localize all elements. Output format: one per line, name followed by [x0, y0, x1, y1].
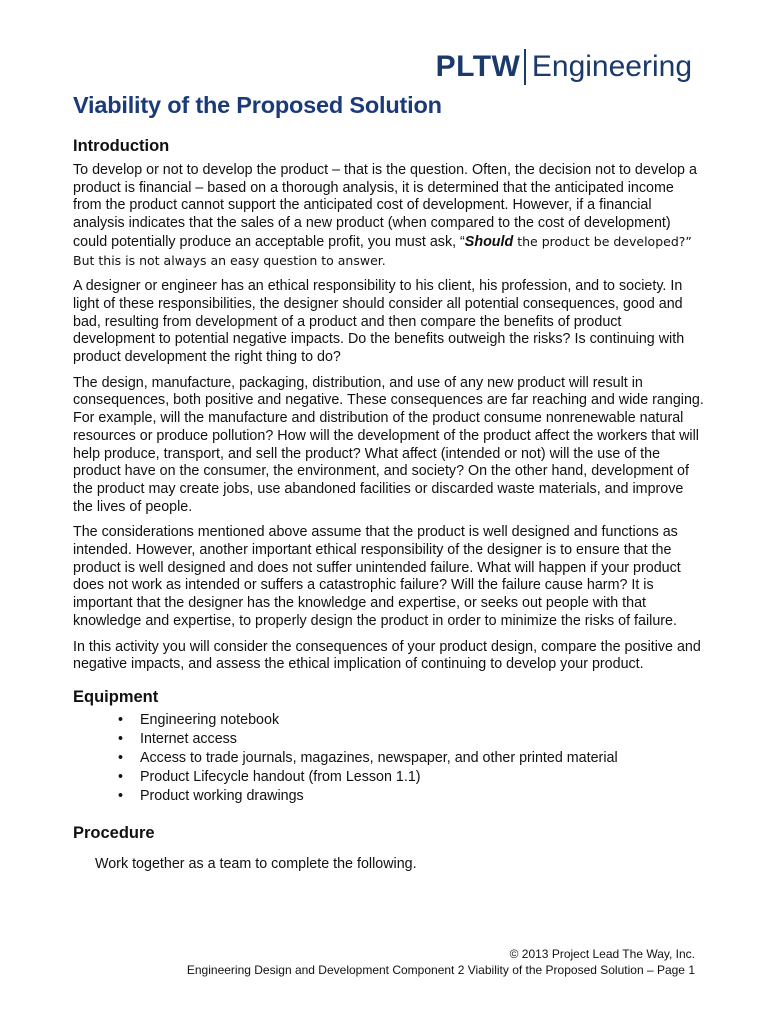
introduction-section: [73, 137, 705, 674]
intro-paragraph-5: In this activity you will consider the consequences of your product design, compare the positive and negative impacts, and assess the ethical implication of continuing to develop your product.: [73, 638, 701, 673]
procedure-text: Work together as a team to complete the following.: [95, 855, 417, 872]
equipment-item-text: Internet access: [140, 730, 237, 747]
intro-p1-emphasis: Should: [464, 233, 514, 250]
equipment-heading: Equipment: [73, 687, 159, 706]
bullet-icon: •: [118, 768, 124, 785]
bullet-icon: •: [118, 749, 124, 766]
intro-p1-text-before: To develop or not to develop the product – that is the question. Often, the decision not to develop a product is financial – based on a thorough analysis, it is determined that the anticipated income from the product cannot support the anticipated cost of development. However, if a financial analysis indicates that the sales of a new product (when compared to the cost of development) could potentially produce an acceptable profit, you must ask, “: [73, 162, 697, 250]
procedure-heading: Procedure: [73, 823, 155, 842]
intro-paragraph-3: The design, manufacture, packaging, distribution, and use of any new product will result in consequences, both positive and negative. These consequences are far reaching and wide ranging. For example, will the manufacture and distribution of the product consume nonrenewable natural resources or produce pollution? How will the development of the product affect the workers that will help produce, transport, and sell the product? What affect (intended or not) will the use of the product have on the consumer, the environment, and society? On the other hand, development of the product may create jobs, use abandoned facilities or discarded waste materials, and improve the lives of people.: [73, 374, 704, 515]
introduction-heading: Introduction: [73, 137, 170, 155]
page-title: Viability of the Proposed Solution: [73, 92, 442, 118]
bullet-icon: •: [118, 730, 124, 747]
bullet-icon: •: [118, 787, 124, 804]
logo-product-text: Engineering: [531, 50, 692, 83]
logo-divider: [524, 49, 526, 85]
intro-p1-text-after: the product be developed?” But this is not always an easy question to answer.: [73, 233, 692, 268]
list-item: [73, 749, 705, 768]
bullet-icon: •: [118, 711, 124, 728]
list-item: [73, 787, 705, 806]
list-item: [73, 768, 705, 787]
document-body: [73, 92, 705, 873]
list-item: [73, 711, 705, 730]
equipment-item-text: Product Lifecycle handout (from Lesson 1.1): [140, 768, 421, 785]
list-item: [73, 730, 705, 749]
pltw-engineering-logo: [436, 44, 692, 90]
equipment-item-text: Engineering notebook: [140, 711, 280, 728]
equipment-section: [73, 688, 705, 806]
intro-paragraph-4: The considerations mentioned above assume that the product is well designed and functions as intended. However, another important ethical responsibility of the designer is to ensure that the product is well designed and does not suffer unintended failure. What will happen if your product does not work as intended or suffers a catastrophic failure? Will the failure cause harm? It is important that the designer has the knowledge and expertise, or seeks out people with that knowledge and expertise, to properly design the product in order to minimize the risks of failure.: [73, 524, 681, 629]
footer-page-line: Engineering Design and Development Component 2 Viability of the Proposed Solution – Page 1: [186, 963, 695, 977]
equipment-item-text: Product working drawings: [140, 787, 304, 804]
procedure-section: [73, 824, 705, 873]
intro-paragraph-1: [73, 162, 705, 270]
intro-paragraph-2: A designer or engineer has an ethical responsibility to his client, his profession, and to society. In light of these responsibilities, the designer should consider all potential consequences, good and bad, resulting from development of a product and then compare the benefits of product development to potential negative impacts. Do the benefits outweigh the risks? Is continuing with product development the right thing to do?: [73, 278, 685, 366]
logo-pltw-text: PLTW: [435, 50, 521, 83]
footer-copyright: © 2013 Project Lead The Way, Inc.: [509, 947, 695, 961]
page-footer: [187, 946, 695, 978]
equipment-list: [73, 711, 705, 806]
equipment-item-text: Access to trade journals, magazines, newspaper, and other printed material: [140, 749, 618, 766]
